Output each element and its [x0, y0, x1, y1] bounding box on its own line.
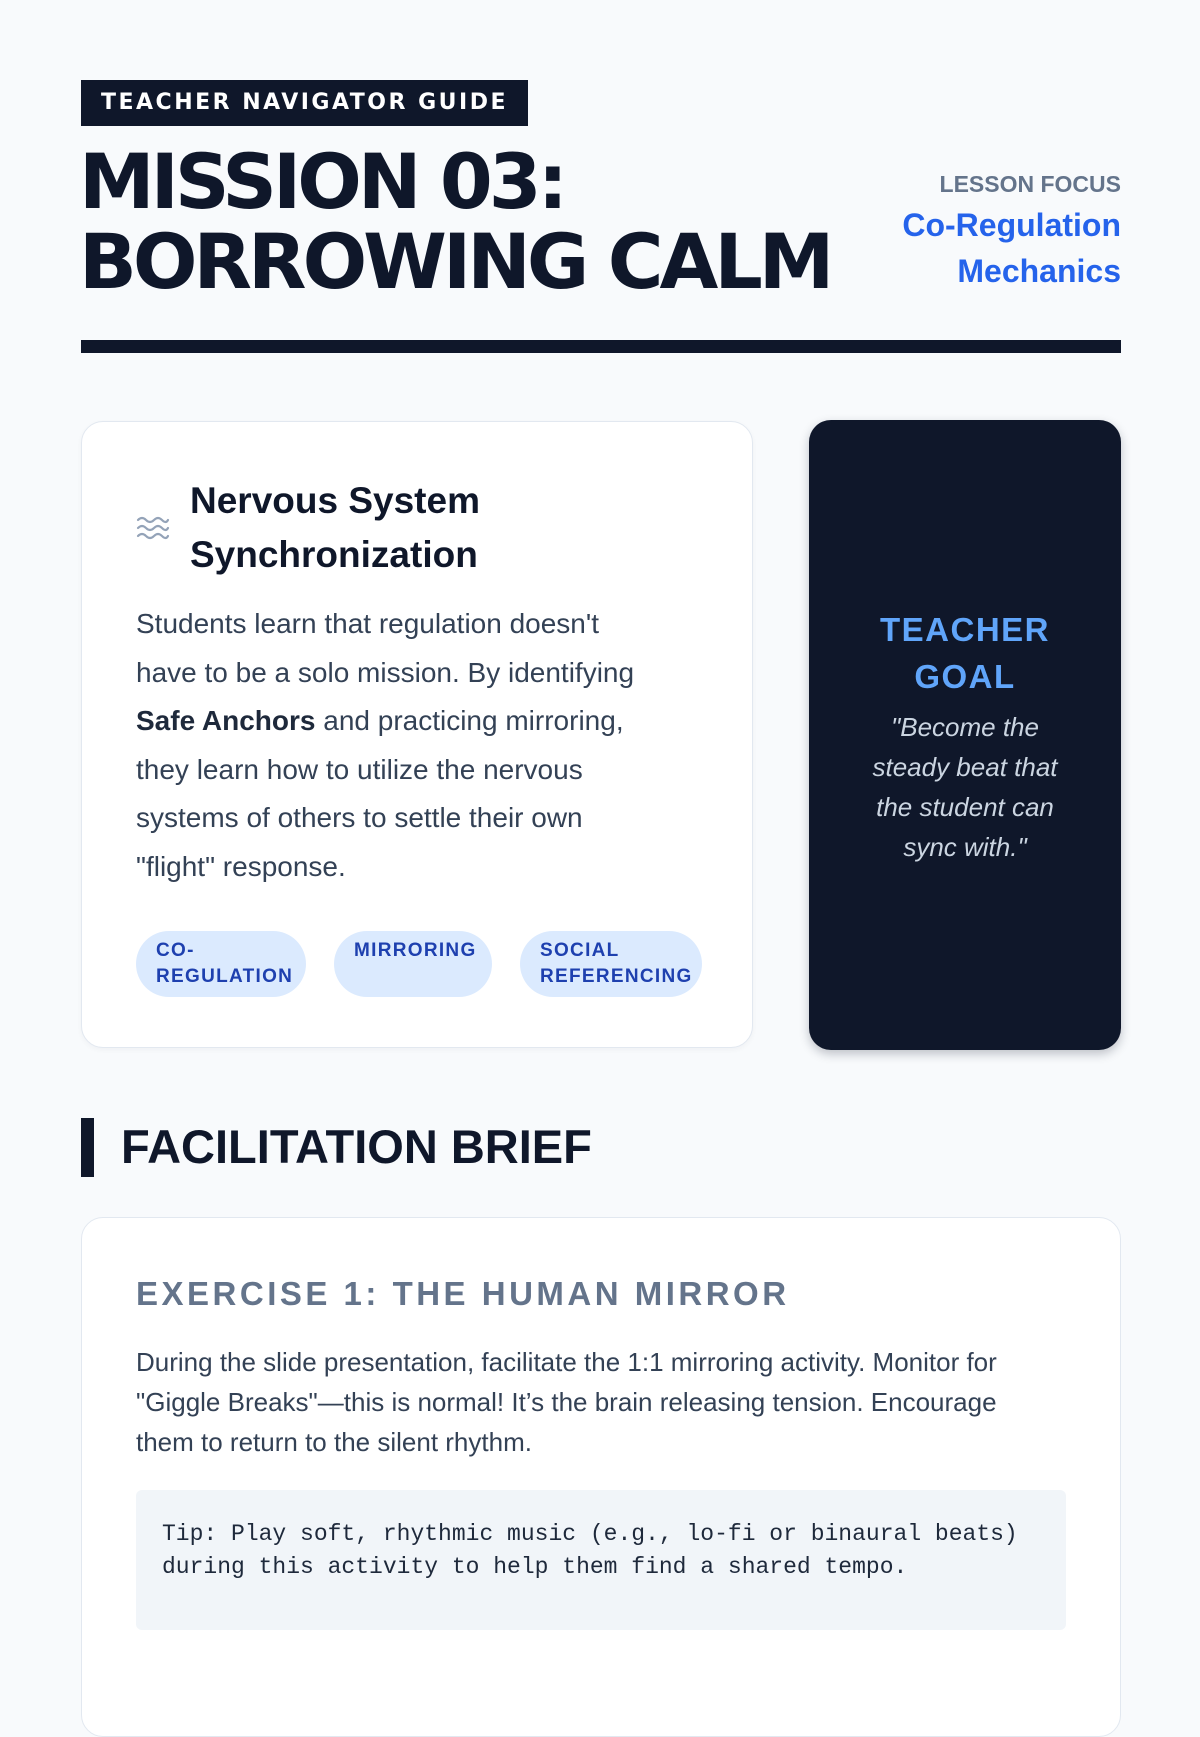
teacher-goal-card	[809, 420, 1121, 1050]
teacher-goal-quote	[809, 707, 1121, 867]
overview-title-line: Synchronization	[190, 534, 478, 575]
teacher-goal-quote-line: steady beat that	[872, 752, 1058, 782]
safe-anchors-term: Safe Anchors	[136, 705, 316, 736]
tag-label-line: SOCIAL	[540, 940, 620, 961]
exercise-description-line: "Giggle Breaks"—this is normal! It’s the brain releasing tension. Encourage	[136, 1387, 997, 1417]
overview-title-line: Nervous System	[190, 480, 480, 521]
section-accent-bar	[81, 1118, 94, 1177]
page-title-line: BORROWING CALM	[79, 217, 831, 306]
overview-title	[190, 474, 610, 582]
overview-description-line	[136, 697, 696, 746]
tag-label-line: REFERENCING	[540, 966, 693, 987]
lesson-focus-label: LESSON FOCUS	[939, 171, 1121, 197]
header	[79, 137, 1121, 306]
teacher-goal-quote-line: sync with."	[903, 832, 1027, 862]
overview-description-line: have to be a solo mission. By identifying	[136, 656, 635, 688]
overview-description-line: they learn how to utilize the nervous	[136, 753, 583, 785]
tag-social-referencing	[520, 931, 702, 997]
tag-label-line: REGULATION	[156, 966, 294, 987]
lesson-focus-value-line: Mechanics	[957, 253, 1121, 289]
header-divider	[81, 340, 1121, 353]
exercise-title: EXERCISE 1: THE HUMAN MIRROR	[136, 1275, 790, 1312]
page-title-line: MISSION 03:	[79, 137, 565, 226]
exercise-description	[136, 1342, 1076, 1462]
teacher-goal-quote-line: "Become the	[891, 712, 1039, 742]
overview-card	[81, 421, 753, 1048]
tip-box	[136, 1490, 1066, 1630]
exercise-description-line: During the slide presentation, facilitate the 1:1 mirroring activity. Monitor for	[136, 1347, 997, 1377]
section-title: FACILITATION BRIEF	[121, 1120, 592, 1173]
lesson-focus-value	[902, 202, 1121, 294]
tag-co-regulation	[136, 931, 306, 997]
teacher-goal-title-line: GOAL	[914, 658, 1016, 695]
exercise-description-line: them to return to the silent rhythm.	[136, 1427, 532, 1457]
exercise-card	[81, 1217, 1121, 1737]
page-title	[79, 137, 831, 306]
guide-label: TEACHER NAVIGATOR GUIDE	[81, 80, 528, 126]
overview-description-fragment: and practicing mirroring,	[315, 705, 624, 736]
tag-label-line: CO-	[156, 940, 195, 961]
overview-description-line: "flight" response.	[136, 850, 346, 882]
teacher-goal-quote-line: the student can	[876, 792, 1054, 822]
overview-description-line: systems of others to settle their own	[136, 802, 583, 833]
waves-icon	[136, 514, 170, 542]
teacher-goal-title-line: TEACHER	[879, 611, 1050, 648]
overview-description	[136, 600, 696, 891]
tip-line: during this activity to help them find a shared tempo.	[162, 1554, 908, 1580]
tag-label-line: MIRRORING	[354, 940, 477, 961]
lesson-focus	[902, 170, 1121, 294]
guide-page	[79, 80, 1121, 1580]
teacher-goal-title	[809, 606, 1121, 700]
tip-line: Tip: Play soft, rhythmic music (e.g., lo-fi or binaural beats)	[162, 1521, 1018, 1547]
tag-mirroring	[334, 931, 492, 997]
overview-description-line: Students learn that regulation doesn't	[136, 608, 599, 639]
lesson-focus-value-line: Co-Regulation	[902, 207, 1121, 243]
